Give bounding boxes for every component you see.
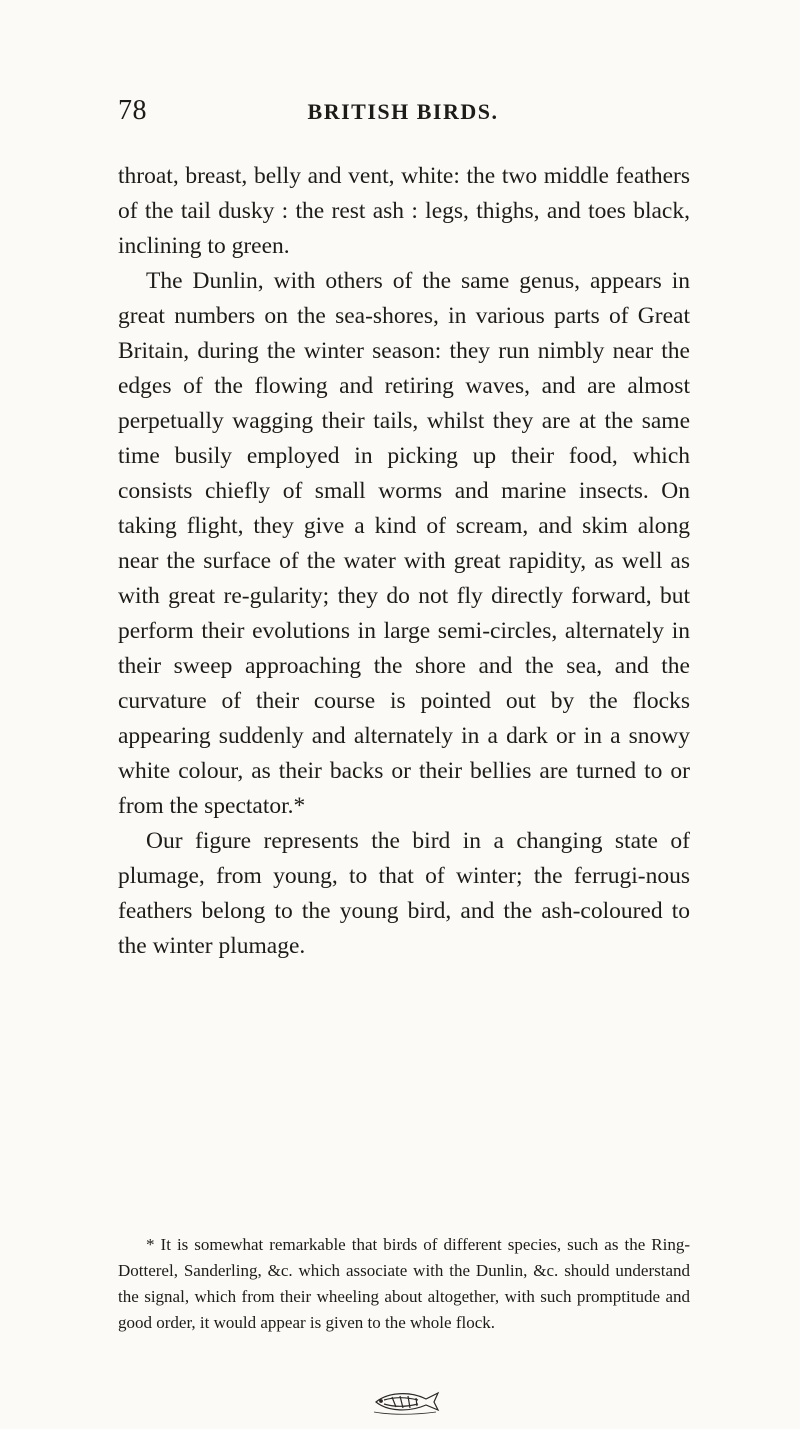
- body-text: [118, 159, 690, 964]
- paragraph-figure-note: Our figure represents the bird in a changing state of plumage, from young, to that of winter; the ferrugi-nous feathers belong to the young bird, and the ash-coloured to the winter plumage.: [118, 828, 690, 959]
- page-header: [118, 95, 688, 135]
- running-head: BRITISH BIRDS.: [307, 99, 499, 124]
- paragraph-plumage-description: throat, breast, belly and vent, white: the two middle feathers of the tail dusky : the rest ash : legs, thighs, and toes black, inclining to green.: [118, 163, 690, 259]
- footnote: * It is somewhat remarkable that birds of different species, such as the Ring-Dotterel, Sanderling, &c. which associate with the Dunlin, &c. should understand the signal, which from their wheeling about altogether, with such promptitude and good order, it would appear is given to the whole flock.: [118, 1235, 690, 1332]
- paragraph-dunlin-habits: The Dunlin, with others of the same genus, appears in great numbers on the sea-shores, in various parts of Great Britain, during the winter season: they run nimbly near the edges of the flowing and retiring waves, and are almost perpetually wagging their tails, whilst they are at the same time busily employed in picking up their food, which consists chiefly of small worms and marine insects. On taking flight, they give a kind of scream, and skim along near the surface of the water with great rapidity, as well as with great re-gularity; they do not fly directly forward, but perform their evolutions in large semi-circles, alternately in their sweep approaching the shore and the sea, and the curvature of their course is pointed out by the flocks appearing suddenly and alternately in a dark or in a snowy white colour, as their backs or their bellies are turned to or from the spectator.*: [118, 268, 690, 819]
- page-number: 78: [118, 95, 147, 126]
- fish-vignette-icon: [370, 1388, 442, 1416]
